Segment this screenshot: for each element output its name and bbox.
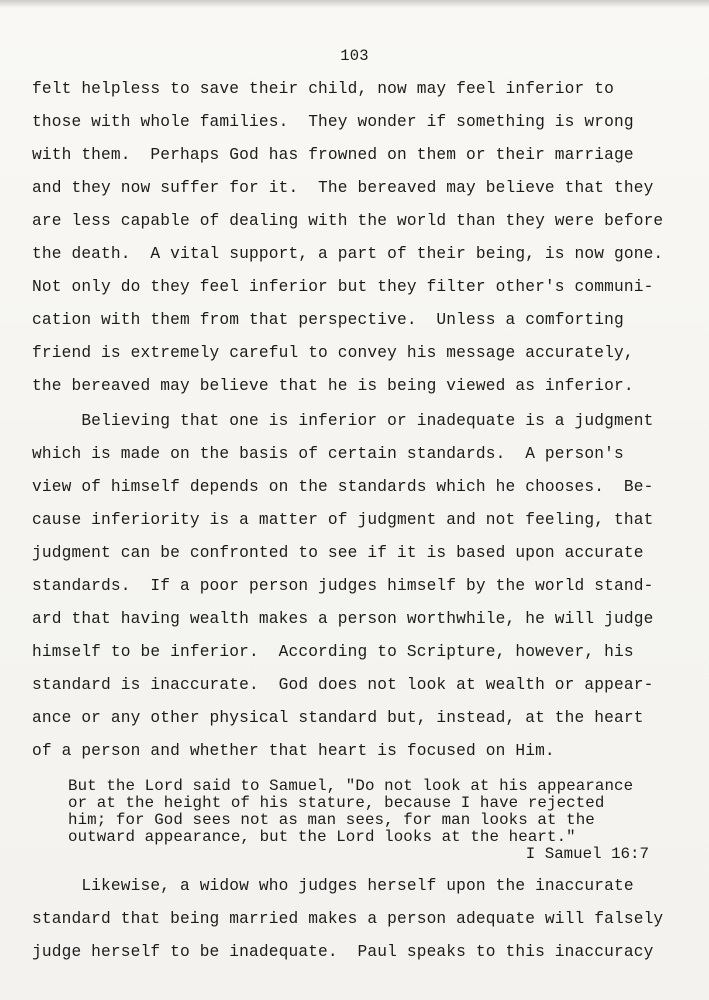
paragraph-line: are less capable of dealing with the world than they were before bbox=[32, 212, 664, 230]
paragraph-line: view of himself depends on the standards which he chooses. Be- bbox=[32, 478, 654, 496]
paragraph-line: the death. A vital support, a part of their being, is now gone. bbox=[32, 245, 664, 263]
paragraph-line: of a person and whether that heart is focused on Him. bbox=[32, 742, 555, 760]
paragraph-line: cation with them from that perspective. Unless a comforting bbox=[32, 311, 624, 329]
block-quote-line: him; for God sees not as man sees, for man looks at the bbox=[68, 811, 595, 829]
paragraph-line: himself to be inferior. According to Scripture, however, his bbox=[32, 643, 634, 661]
paragraph-line: those with whole families. They wonder if something is wrong bbox=[32, 113, 634, 131]
paragraph-line: ance or any other physical standard but, instead, at the heart bbox=[32, 709, 644, 727]
paragraph-line: felt helpless to save their child, now may feel inferior to bbox=[32, 80, 614, 98]
paragraph-line: the bereaved may believe that he is being viewed as inferior. bbox=[32, 377, 634, 395]
paragraph-line: with them. Perhaps God has frowned on them or their marriage bbox=[32, 146, 634, 164]
block-quote-line: or at the height of his stature, because I have rejected bbox=[68, 794, 605, 812]
paragraph-line: standard is inaccurate. God does not look at wealth or appear- bbox=[32, 676, 654, 694]
paragraph-line: ard that having wealth makes a person worthwhile, he will judge bbox=[32, 610, 654, 628]
paragraph-line: judge herself to be inadequate. Paul speaks to this inaccuracy bbox=[32, 943, 654, 961]
paragraph-line: friend is extremely careful to convey his message accurately, bbox=[32, 344, 634, 362]
paragraph-line: Likewise, a widow who judges herself upon the inaccurate bbox=[32, 877, 634, 895]
paragraph-line: standard that being married makes a person adequate will falsely bbox=[32, 910, 664, 928]
paragraph-line: Not only do they feel inferior but they filter other's communi- bbox=[32, 278, 654, 296]
scan-edge-shadow bbox=[0, 0, 709, 8]
block-quote-line: outward appearance, but the Lord looks at the heart." bbox=[68, 828, 576, 846]
paragraph-line: which is made on the basis of certain standards. A person's bbox=[32, 445, 624, 463]
paragraph-line: Believing that one is inferior or inadequate is a judgment bbox=[32, 412, 654, 430]
paragraph-line: judgment can be confronted to see if it is based upon accurate bbox=[32, 544, 644, 562]
paragraph-line: cause inferiority is a matter of judgment and not feeling, that bbox=[32, 511, 654, 529]
block-quote-line: But the Lord said to Samuel, "Do not look at his appearance bbox=[68, 777, 634, 795]
paragraph-line: standards. If a poor person judges himself by the world stand- bbox=[32, 577, 654, 595]
paragraph-line: and they now suffer for it. The bereaved may believe that they bbox=[32, 179, 654, 197]
scripture-citation: I Samuel 16:7 bbox=[525, 845, 649, 863]
page-number: 103 bbox=[340, 47, 369, 65]
